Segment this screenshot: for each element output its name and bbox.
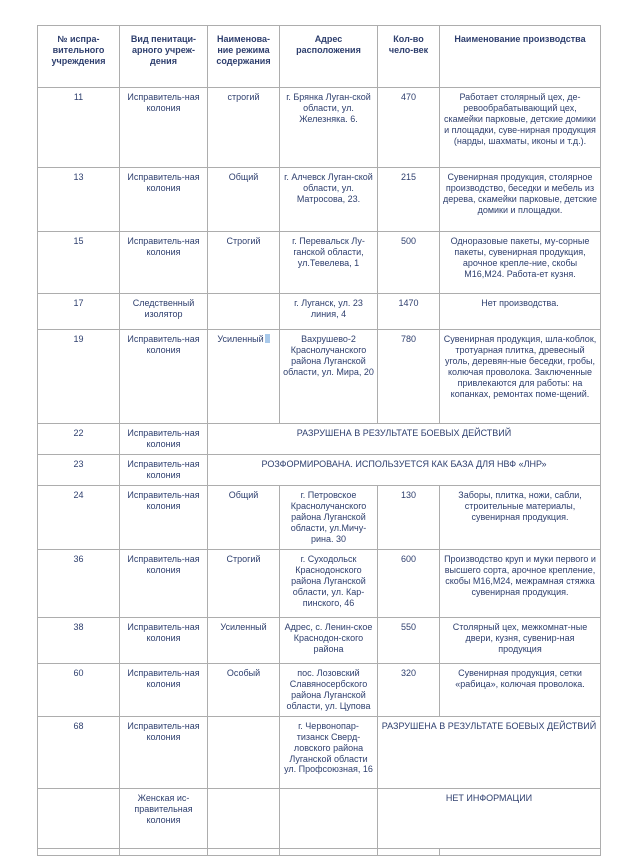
cell-no-information-note: НЕТ ИНФОРМАЦИИ — [378, 788, 601, 848]
cell-regime: Общий — [208, 168, 280, 232]
cell-count: 550 — [378, 617, 440, 663]
cell-regime: Особый — [208, 663, 280, 716]
cell-production: Заборы, плитка, ножи, сабли, строительные материалы, сувенирная продукция. — [440, 485, 601, 549]
cell-institution-type: Исправитель-ная колония — [120, 232, 208, 294]
cell-count: 215 — [378, 168, 440, 232]
cell-regime: Общий — [208, 485, 280, 549]
cell-production: Нет производства. — [440, 294, 601, 330]
cell-address — [280, 788, 378, 848]
cell-institution-number: 24 — [38, 485, 120, 549]
header-production: Наименование производства — [440, 26, 601, 88]
cell-institution-number: 22 — [38, 424, 120, 455]
cell-institution-type: Исправитель-ная колония — [120, 663, 208, 716]
cell-empty — [208, 848, 280, 855]
cell-production: Сувенирная продукция, сетки «рабица», колючая проволока. — [440, 663, 601, 716]
cell-count: 470 — [378, 88, 440, 168]
cell-regime — [208, 716, 280, 788]
cell-institution-number: 36 — [38, 549, 120, 617]
cell-regime — [208, 788, 280, 848]
cell-address: Адрес, с. Ленин-ское Краснодон-ского района — [280, 617, 378, 663]
cell-institution-type: Исправитель-ная колония — [120, 485, 208, 549]
cell-institution-number: 68 — [38, 716, 120, 788]
cell-count: 600 — [378, 549, 440, 617]
cell-institution-number: 38 — [38, 617, 120, 663]
cell-institution-type: Следственный изолятор — [120, 294, 208, 330]
cell-production: Работает столярный цех, де-ревообрабатывающий цех, скамейки парковые, детские домики и площадки, суве-нирная продукция (нарды, шахматы, иконы и т.д.). — [440, 88, 601, 168]
cell-institution-type: Исправитель-ная колония — [120, 168, 208, 232]
cell-institution-type: Исправитель-ная колония — [120, 549, 208, 617]
header-regime: Наименова-ние режима содержания — [208, 26, 280, 88]
cell-production: Сувенирная продукция, шла-коблок, тротуарная плитка, древесный уголь, деревян-ные беседки, гробы, колючая проволока. Заключенные привлекаются для работы: на копанках, ремонтах поме-щений. — [440, 330, 601, 424]
table-row-15 — [38, 232, 601, 294]
cell-address: г. Луганск, ул. 23 линия, 4 — [280, 294, 378, 330]
cell-institution-number: 60 — [38, 663, 120, 716]
cell-institution-number — [38, 788, 120, 848]
cell-production: Производство круп и муки первого и высшего сорта, арочное крепление, скобы М16,М24, межрамная стяжка сувенирная продукция. — [440, 549, 601, 617]
cell-address: г. Петровское Краснолучанского района Луганской области, ул.Мичу-рина. 30 — [280, 485, 378, 549]
cell-regime: строгий — [208, 88, 280, 168]
cell-empty — [38, 848, 120, 855]
header-institution-type: Вид пенитаци-арного учреж-дения — [120, 26, 208, 88]
cell-production: Сувенирная продукция, столярное производство, беседки и мебель из дерева, скамейки парковые, детские домики и площадки. — [440, 168, 601, 232]
cell-institution-type: Исправитель-ная колония — [120, 88, 208, 168]
cell-institution-type: Исправитель-ная колония — [120, 716, 208, 788]
text-selection-artifact — [265, 334, 270, 343]
cell-address: г. Червонопар-тизанск Сверд-ловского района Луганской области ул. Профсоюзная, 16 — [280, 716, 378, 788]
cell-empty — [440, 848, 601, 855]
table-row-68 — [38, 716, 601, 788]
cell-institution-type: Исправитель-ная колония — [120, 330, 208, 424]
cell-disbanded-note: РОЗФОРМИРОВАНА. ИСПОЛЬЗУЕТСЯ КАК БАЗА ДЛЯ НВФ «ЛНР» — [208, 454, 601, 485]
cell-count: 500 — [378, 232, 440, 294]
table-row-38 — [38, 617, 601, 663]
cell-empty — [280, 848, 378, 855]
cell-destroyed-note: РАЗРУШЕНА В РЕЗУЛЬТАТЕ БОЕВЫХ ДЕЙСТВИЙ — [208, 424, 601, 455]
cell-institution-number: 23 — [38, 454, 120, 485]
cell-address: г. Алчевск Луган-ской области, ул. Матросова, 23. — [280, 168, 378, 232]
table-row-24 — [38, 485, 601, 549]
cell-institution-number: 15 — [38, 232, 120, 294]
cell-institution-type: Исправитель-ная колония — [120, 424, 208, 455]
cell-institution-type: Исправитель-ная колония — [120, 617, 208, 663]
cell-institution-number: 19 — [38, 330, 120, 424]
table-row-60 — [38, 663, 601, 716]
cell-production: Одноразовые пакеты, му-сорные пакеты, сувенирная продукция, арочное крепле-ние, скобы М16,М24. Работа-ет кузня. — [440, 232, 601, 294]
cell-empty — [120, 848, 208, 855]
cell-count: 320 — [378, 663, 440, 716]
cell-production: Столярный цех, межкомнат-ные двери, кузня, сувенир-ная продукция — [440, 617, 601, 663]
cell-count: 780 — [378, 330, 440, 424]
table-row-22 — [38, 424, 601, 455]
header-count: Кол-во чело-век — [378, 26, 440, 88]
cell-address: Вахрушево-2 Краснолучанского района Луганской области, ул. Мира, 20 — [280, 330, 378, 424]
table-row-empty — [38, 848, 601, 855]
table-row-17 — [38, 294, 601, 330]
cell-regime — [208, 294, 280, 330]
header-address: Адрес расположения — [280, 26, 378, 88]
cell-institution-number: 11 — [38, 88, 120, 168]
table-row-19 — [38, 330, 601, 424]
cell-empty — [378, 848, 440, 855]
header-row — [38, 26, 601, 88]
cell-regime: Усиленный — [208, 617, 280, 663]
header-institution-number: № испра-вительного учреждения — [38, 26, 120, 88]
cell-count: 130 — [378, 485, 440, 549]
cell-address: пос. Лозовский Славяносербского района Луганской области, ул. Цупова — [280, 663, 378, 716]
cell-institution-type: Женская ис-правительная колония — [120, 788, 208, 848]
table-row-23 — [38, 454, 601, 485]
table-row-13 — [38, 168, 601, 232]
cell-address: г. Брянка Луган-ской области, ул. Железняка. 6. — [280, 88, 378, 168]
cell-regime: Строгий — [208, 549, 280, 617]
cell-regime — [208, 330, 280, 424]
cell-regime: Строгий — [208, 232, 280, 294]
table-row-36 — [38, 549, 601, 617]
regime-text: Усиленный — [217, 334, 264, 344]
cell-institution-number: 17 — [38, 294, 120, 330]
cell-count: 1470 — [378, 294, 440, 330]
cell-address: г. Суходольск Краснодонского района Луганской области, ул. Кар-пинского, 46 — [280, 549, 378, 617]
cell-address: г. Перевальск Лу-ганской области, ул.Тевелева, 1 — [280, 232, 378, 294]
cell-institution-number: 13 — [38, 168, 120, 232]
table-row-11 — [38, 88, 601, 168]
table-row-women-colony — [38, 788, 601, 848]
cell-destroyed-note: РАЗРУШЕНА В РЕЗУЛЬТАТЕ БОЕВЫХ ДЕЙСТВИЙ — [378, 716, 601, 788]
prisons-table — [37, 25, 601, 856]
cell-institution-type: Исправитель-ная колония — [120, 454, 208, 485]
